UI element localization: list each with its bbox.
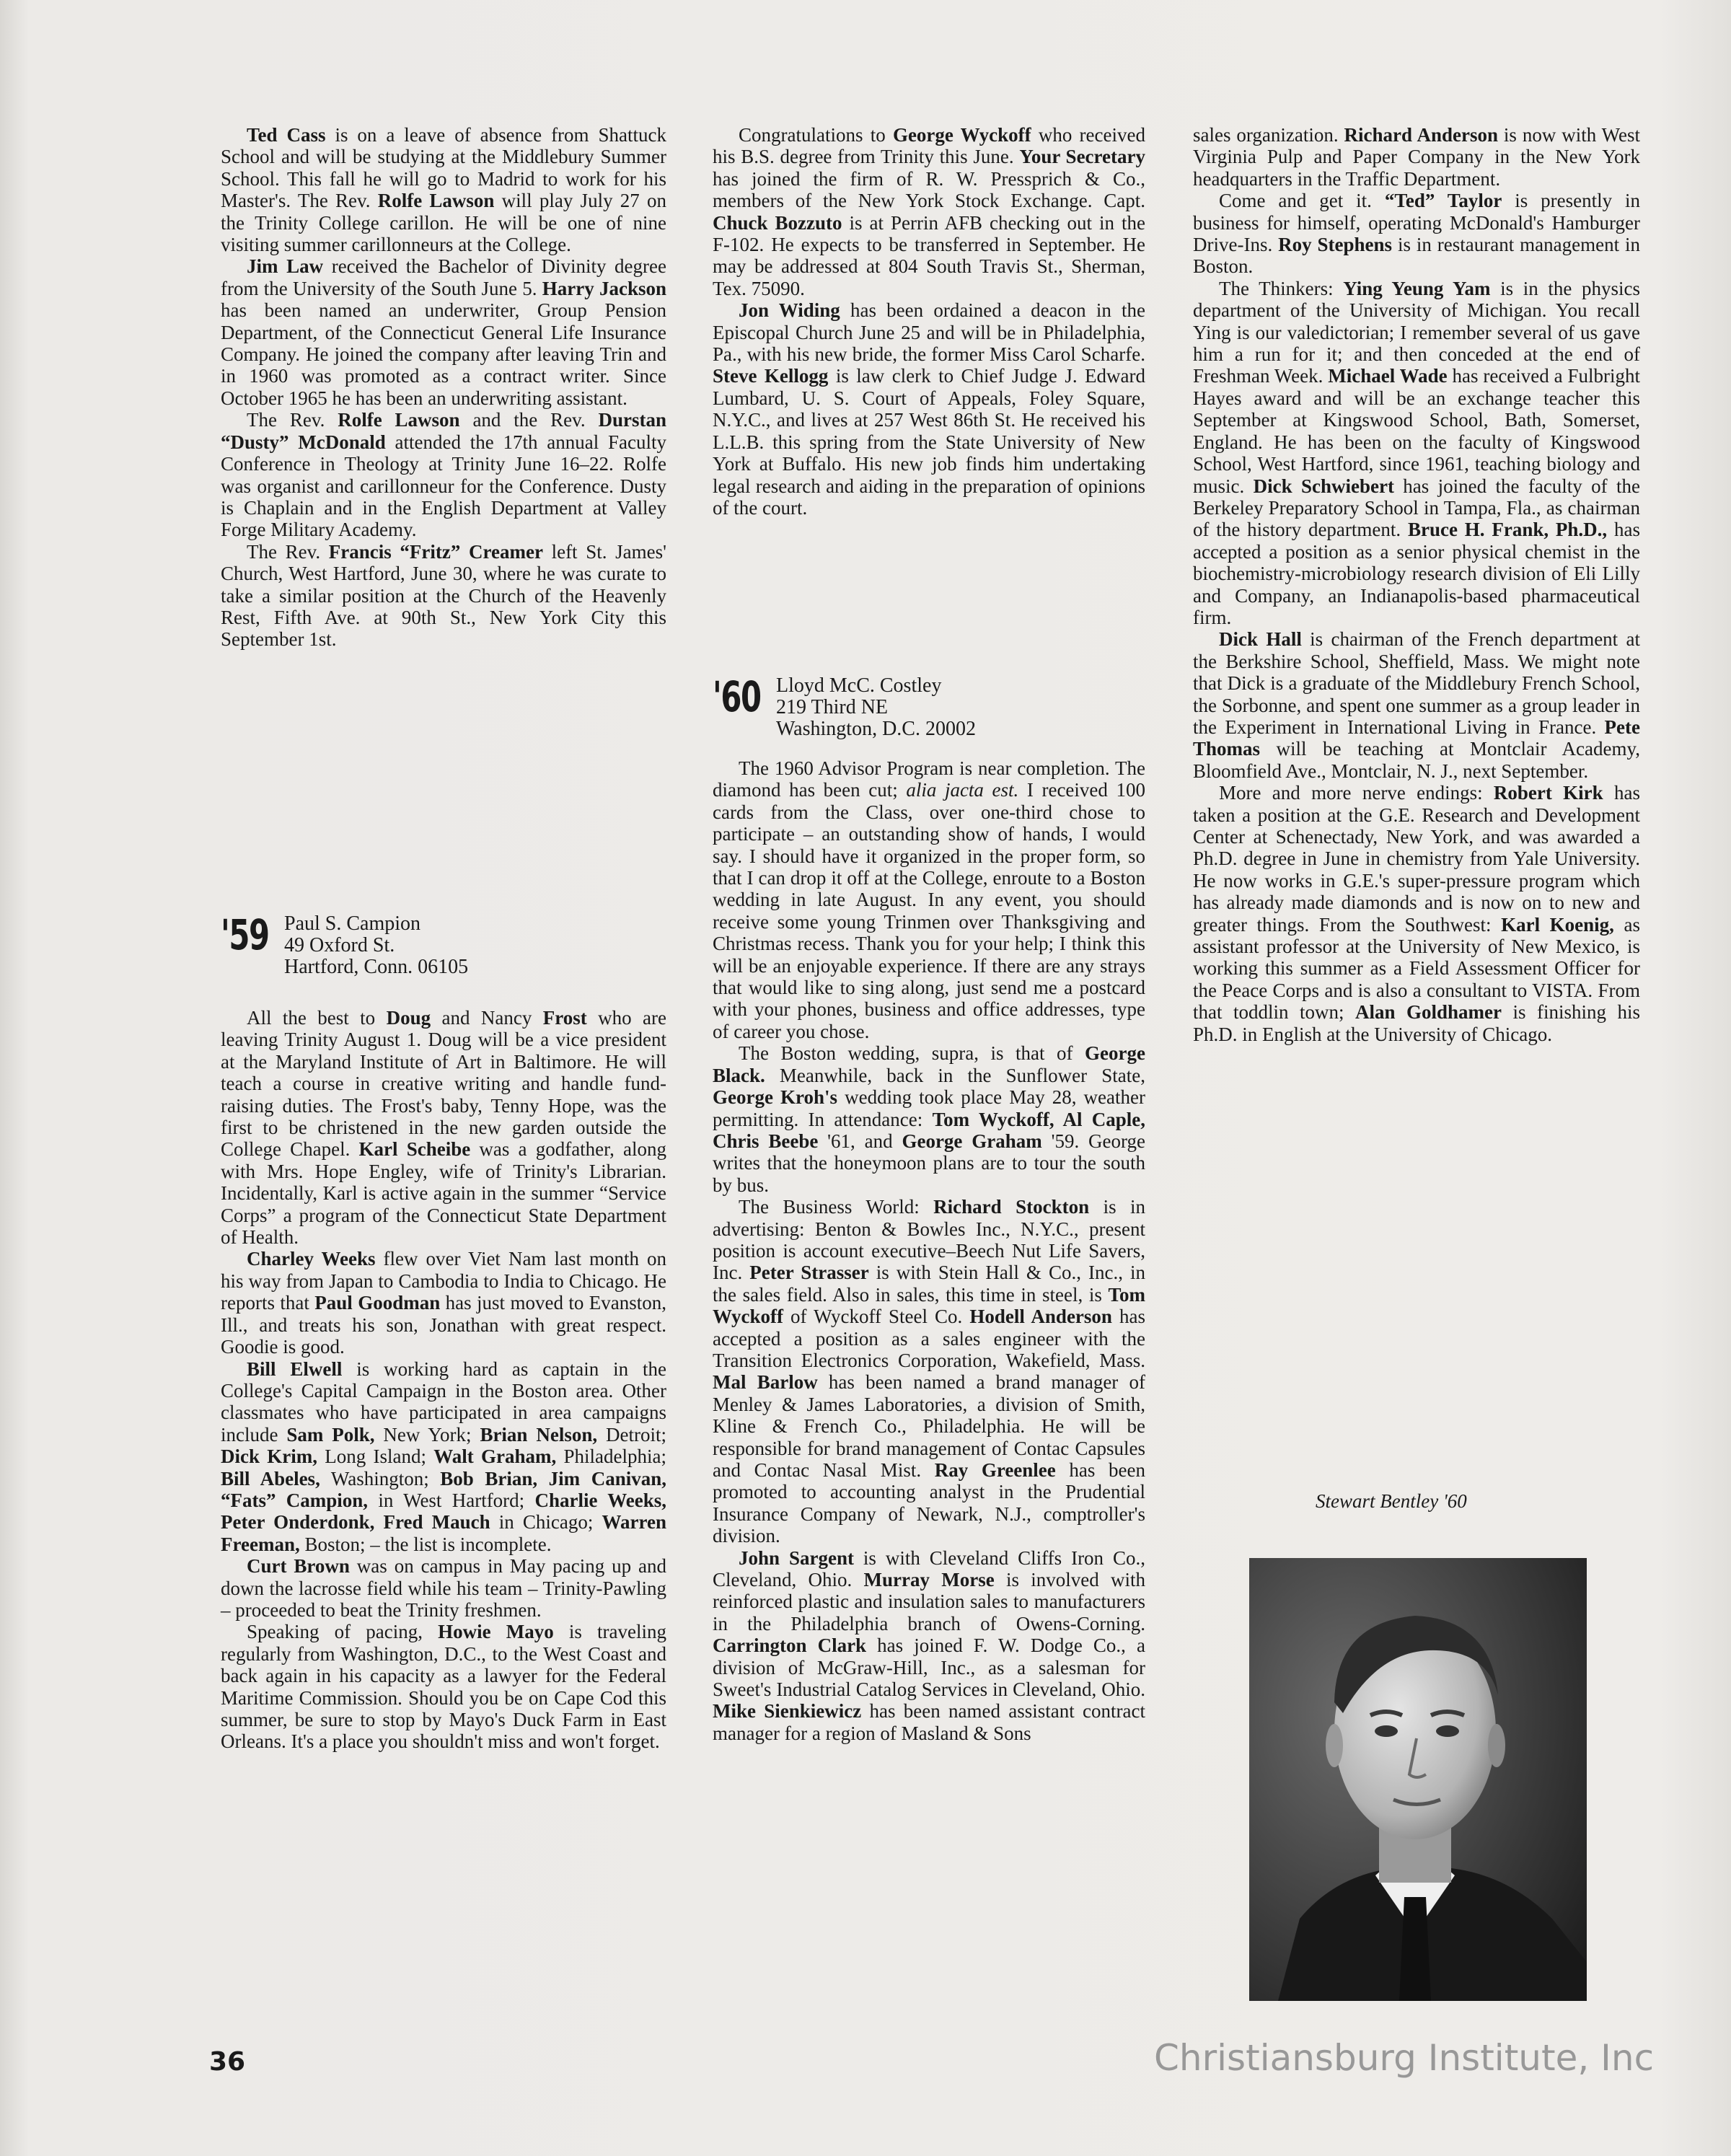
bold-name: George Kroh's <box>713 1086 838 1109</box>
address-line: Hartford, Conn. 06105 <box>284 956 469 978</box>
bold-name: Jon Widing <box>739 299 840 322</box>
portrait-photo <box>1249 1558 1587 2001</box>
paragraph: Jon Widing has been ordained a deacon in the Episcopal Church June 25 and will be in Philadelphia, Pa., with his new bride, the former Miss Carol Scharfe. Steve Kellogg is law clerk to Chief Judge J. Edward Lumbard, U. S. Court of Appeals, Foley Square, N.Y.C., and lives at 257 West 86th St. He received his L.L.B. this spring from the State University of New York at Buffalo. His new job finds him undertaking legal research and aiding in the preparation of opinions of the court. <box>713 299 1146 519</box>
bold-name: George Black. <box>713 1042 1145 1086</box>
bold-name: Warren Freeman, <box>221 1511 666 1555</box>
address-line: Lloyd McC. Costley <box>776 674 942 697</box>
bold-name: Bill Elwell <box>247 1358 343 1380</box>
class-59-header <box>221 910 469 978</box>
bold-name: Rolfe Lawson <box>338 409 460 431</box>
bold-name: Carrington Clark <box>713 1634 867 1657</box>
bold-name: Tom Wyckoff <box>713 1283 1145 1328</box>
bold-name: Roy Stephens <box>1278 234 1393 256</box>
paragraph: Curt Brown was on campus in May pacing up and down the lacrosse field while his team – Trinity-Pawling – proceeded to beat the Trinity freshmen. <box>221 1555 666 1621</box>
bold-name: Ray Greenlee <box>934 1459 1056 1481</box>
paragraph: Jim Law received the Bachelor of Divinity degree from the University of the South June 5. Harry Jackson has been named an underwriter, Group Pension Department, of the Connecticut General Life Insurance Company. He joined the company after leaving Trin and in 1960 was promoted as a contract writer. Since October 1965 he has been an underwriting assistant. <box>221 255 667 409</box>
column-3 <box>1193 124 1640 1045</box>
bold-name: Walt Graham, <box>433 1446 557 1468</box>
paragraph: Come and get it. “Ted” Taylor is presently in business for himself, operating McDonald's Hamburger Drive-Ins. Roy Stephens is in restaurant management in Boston. <box>1193 190 1641 278</box>
paragraph: Speaking of pacing, Howie Mayo is traveling regularly from Washington, D.C., to the West Coast and back again in his capacity as a lawyer for the Federal Maritime Commission. Should you be on Cape Cod this summer, be sure to stop by Mayo's Duck Farm in East Orleans. It's a place you shouldn't miss and won't forget. <box>221 1621 666 1753</box>
paragraph: The Thinkers: Ying Yeung Yam is in the physics department of the University of Michigan. You recall Ying is our valedictorian; I remember several of us gave him a run for it; and then conceded at the end of Freshman Week. Michael Wade has received a Fulbright Hayes award and will be an exchange teacher this September at Kingswood School, Bath, Somerset, England. He has been on the faculty of Kingswood School, West Hartford, since 1961, teaching biology and music. Dick Schwiebert has joined the faculty of the Berkeley Preparatory School in Tampa, Fla., as chairman of the history department. Bruce H. Frank, Ph.D., has accepted a position as a senior physical chemist in the biochemistry-microbiology research division of Eli Lilly and Company, an Indianapolis-based pharmaceutical firm. <box>1193 277 1640 628</box>
paragraph: All the best to Doug and Nancy Frost who are leaving Trinity August 1. Doug will be a vice president at the Maryland Institute of Art in Baltimore. He will teach a course in creative writing and handle fund-raising duties. The Frost's baby, Tenny Hope, was the first to be christened in the new garden outside the College Chapel. Karl Scheibe was a godfather, along with Mrs. Hope Engley, wife of Trinity's Librarian. Incidentally, Karl is active again in the summer “Service Corps” a program of the Connecticut State Department of Health. <box>221 1007 667 1249</box>
paragraph: More and more nerve endings: Robert Kirk has taken a position at the G.E. Research and Development Center at Schenectady, New York, and was awarded a Ph.D. degree in June in chemistry from Yale University. He now works in G.E.'s super-pressure program which has already made diamonds and is now on to new and greater things. From the Southwest: Karl Koenig, as assistant professor at the University of New Mexico, is working this summer as a Field Assessment Officer for the Peace Corps and is also a consultant to VISTA. From that toddlin town; Alan Goldhamer is finishing his Ph.D. in English at the University of Chicago. <box>1193 782 1641 1045</box>
bold-name: Bill Abeles, <box>221 1467 320 1490</box>
class-year-60: '60 <box>713 672 761 721</box>
column-2-bottom <box>713 757 1145 1744</box>
bold-name: Steve Kellogg <box>713 365 829 387</box>
italic-phrase: alia jacta est. <box>906 779 1019 801</box>
address-line: Paul S. Campion <box>284 912 421 935</box>
address-line: 49 Oxford St. <box>284 934 395 956</box>
bold-name: Tom Wyckoff, Al Caple, Chris Beebe <box>713 1108 1145 1152</box>
paragraph: The Rev. Rolfe Lawson and the Rev. Durstan “Dusty” McDonald attended the 17th annual Faculty Conference in Theology at Trinity June 16–22. Rolfe was organist and carillonneur for the Conference. Dusty is Chaplain and in the English Department at Valley Forge Military Academy. <box>221 409 666 541</box>
bold-name: Charley Weeks <box>247 1248 376 1270</box>
class-59-secretary-address <box>284 913 468 978</box>
bold-name: Charlie Weeks, Peter Onderdonk, Fred Mauch <box>221 1489 666 1534</box>
paragraph: The 1960 Advisor Program is near completion. The diamond has been cut; alia jacta est. I received 100 cards from the Class, over one-third chose to participate – an outstanding show of hands, I would say. I should have it organized in the proper form, so that I can drop it off at the College, enroute to a Boston wedding in late August. In any event, you should receive some young Trinmen over Thanksgiving and Christmas recess. Thank you for your help; I think this will be an enjoyable experience. If there are any strays that would like to sing along, just send me a postcard with your phones, business and office addresses, type of career you chose. <box>713 757 1146 1042</box>
paragraph: Bill Elwell is working hard as captain in the College's Capital Campaign in the Boston area. Other classmates who have participated in area campaigns include Sam Polk, New York; Brian Nelson, Detroit; Dick Krim, Long Island; Walt Graham, Philadelphia; Bill Abeles, Washington; Bob Brian, Jim Canivan, “Fats” Campion, in West Hartford; Charlie Weeks, Peter Onderdonk, Fred Mauch in Chicago; Warren Freeman, Boston; – the list is incomplete. <box>221 1358 667 1555</box>
bold-name: Brian Nelson, <box>480 1423 598 1446</box>
bold-name: Bruce H. Frank, Ph.D., <box>1407 519 1608 541</box>
bold-name: Dick Schwiebert <box>1253 475 1394 497</box>
photo-caption: Stewart Bentley '60 <box>1316 1490 1467 1512</box>
bold-name: George Wyckoff <box>892 124 1031 146</box>
watermark: Christiansburg Institute, Inc <box>1154 2037 1655 2079</box>
portrait-illustration <box>1249 1558 1587 2001</box>
bold-name: Sam Polk, <box>286 1423 375 1446</box>
column-2-top <box>713 124 1145 519</box>
paragraph: Ted Cass is on a leave of absence from Shattuck School and will be studying at the Middlebury Summer School. This fall he will go to Madrid to work for his Master's. The Rev. Rolfe Lawson will play July 27 on the Trinity College carillon. He will be one of nine visiting summer carillonneurs at the College. <box>221 124 666 256</box>
paragraph: Charley Weeks flew over Viet Nam last month on his way from Japan to Cambodia to India to Chicago. He reports that Paul Goodman has just moved to Evanston, Ill., and treats his son, Jonathan with great respect. Goodie is good. <box>221 1248 667 1358</box>
class-60-secretary-address <box>776 675 976 740</box>
bold-name: Bob Brian, Jim Canivan, “Fats” Campion, <box>221 1467 667 1511</box>
bold-name: Howie Mayo <box>438 1621 554 1643</box>
bold-name: Frost <box>542 1007 587 1029</box>
paragraph: Dick Hall is chairman of the French department at the Berkshire School, Sheffield, Mass. We might note that Dick is a graduate of the Middlebury French School, the Sorbonne, and spent one summer as a group leader in the Experiment in International Living in France. Pete Thomas will be teaching at Montclair Academy, Bloomfield Ave., Montclair, N. J., next September. <box>1193 628 1640 782</box>
bold-name: Doug <box>386 1007 431 1029</box>
paragraph: sales organization. Richard Anderson is now with West Virginia Pulp and Paper Company in the New York headquarters in the Traffic Department. <box>1193 124 1640 190</box>
bold-name: Ying Yeung Yam <box>1343 277 1491 299</box>
bold-name: Chuck Bozzuto <box>713 211 842 234</box>
address-line: Washington, D.C. 20002 <box>776 718 976 740</box>
bold-name: Dick Hall <box>1219 628 1302 651</box>
bold-name: Peter Strasser <box>749 1262 869 1284</box>
bold-name: Curt Brown <box>247 1555 350 1578</box>
bold-name: Francis “Fritz” Creamer <box>328 540 543 563</box>
paragraph: The Business World: Richard Stockton is in advertising: Benton & Bowles Inc., N.Y.C., present position is account executive–Beech Nut Life Savers, Inc. Peter Strasser is with Stein Hall & Co., Inc., in the sales field. Also in sales, this time in steel, is Tom Wyckoff of Wyckoff Steel Co. Hodell Anderson has accepted a position as a sales engineer with the Transition Electronics Corporation, Wakefield, Mass. Mal Barlow has been named a brand manager of Menley & James Laboratories, a division of Smith, Kline & French Co., Philadelphia. He will be responsible for brand management of Contac Capsules and Contac Nasal Mist. Ray Greenlee has been promoted to accounting analyst in the Prudential Insurance Company of Newark, N.J., comptroller's division. <box>713 1196 1146 1547</box>
bold-name: Richard Anderson <box>1344 124 1498 146</box>
bold-name: Rolfe Lawson <box>377 190 495 212</box>
bold-name: Richard Stockton <box>933 1196 1090 1218</box>
bold-name: Mike Sienkiewicz <box>713 1700 862 1722</box>
paragraph: John Sargent is with Cleveland Cliffs Iron Co., Cleveland, Ohio. Murray Morse is involved with reinforced plastic and insulation sales to manufacturers in the Philadelphia branch of Owens-Corning. Carrington Clark has joined F. W. Dodge Co., a division of McGraw-Hill, Inc., as a salesman for Sweet's Industrial Catalog Services in Cleveland, Ohio. Mike Sienkiewicz has been named assistant contract manager for a region of Masland & Sons <box>713 1546 1145 1744</box>
bold-name: Durstan “Dusty” McDonald <box>221 409 666 453</box>
bold-name: Mal Barlow <box>713 1371 818 1394</box>
bold-name: Hodell Anderson <box>969 1306 1112 1328</box>
bold-name: Dick Krim, <box>221 1446 317 1468</box>
bold-name: Karl Koenig, <box>1501 913 1614 936</box>
bold-name: Ted Cass <box>247 124 326 146</box>
paragraph: Congratulations to George Wyckoff who received his B.S. degree from Trinity this June. Your Secretary has joined the firm of R. W. Pressprich & Co., members of the New York Stock Exchange. Capt. Chuck Bozzuto is at Perrin AFB checking out in the F-102. He expects to be transferred in September. He may be addressed at 804 South Travis St., Sherman, Tex. 75090. <box>713 124 1146 299</box>
bold-name: Pete Thomas <box>1193 716 1640 760</box>
page-number: 36 <box>209 2047 246 2077</box>
column-1-bottom <box>221 1007 666 1753</box>
class-year-59: '59 <box>221 910 269 959</box>
address-line: 219 Third NE <box>776 696 889 718</box>
bold-name: Paul Goodman <box>314 1292 441 1314</box>
bold-name: Jim Law <box>247 255 324 278</box>
bold-name: Alan Goldhamer <box>1355 1001 1502 1024</box>
bold-name: Murray Morse <box>863 1569 995 1591</box>
bold-name: Harry Jackson <box>542 277 666 299</box>
bold-name: George Graham <box>902 1130 1042 1152</box>
bold-name: Michael Wade <box>1328 365 1448 387</box>
bold-name: Robert Kirk <box>1493 782 1603 804</box>
bold-name: Karl Scheibe <box>358 1138 471 1161</box>
bold-name: “Ted” Taylor <box>1384 190 1502 212</box>
bold-name: John Sargent <box>739 1546 854 1569</box>
paragraph: The Rev. Francis “Fritz” Creamer left St. James' Church, West Hartford, June 30, where he was curate to take a similar position at the Church of the Heavenly Rest, Fifth Ave. at 90th St., New York City this September 1st. <box>221 540 666 651</box>
paragraph: The Boston wedding, supra, is that of George Black. Meanwhile, back in the Sunflower State, George Kroh's wedding took place May 28, weather permitting. In attendance: Tom Wyckoff, Al Caple, Chris Beebe '61, and George Graham '59. George writes that the honeymoon plans are to tour the south by bus. <box>713 1042 1146 1196</box>
class-60-header <box>713 672 976 740</box>
column-1-top <box>221 124 666 651</box>
bold-name: Your Secretary <box>1019 146 1145 168</box>
